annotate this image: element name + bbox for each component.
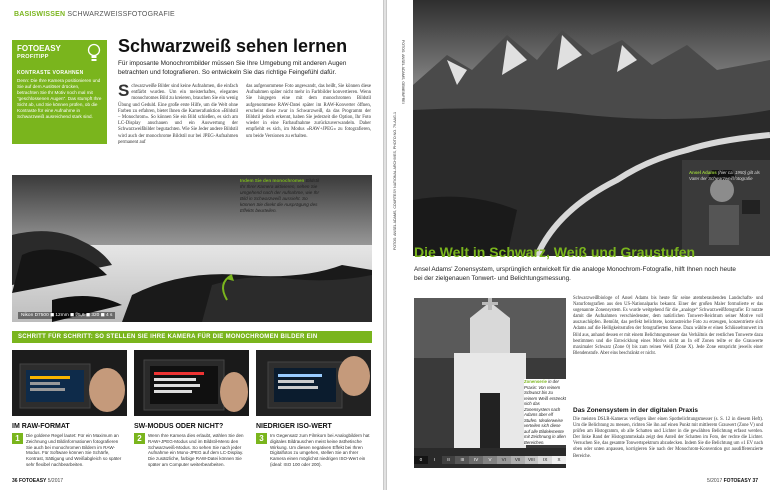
right-title: Die Welt in Schwarz, Weiß und Graustufen [414,244,696,260]
right-deck: Ansel Adams' Zonensystem, ursprünglich entwickelt für die analoge Monochrom-Fotografie, hilft Ihnen noch heute bei der zielgenauen Tonwert- und Belichtungsmessung. [414,266,736,282]
zone-label: III [455,456,469,464]
issue-number: 5/2017 [47,478,64,484]
magazine-brand: FOTOEASY [18,478,47,484]
zone-caption-lead: Zonenserie [524,379,547,384]
zone-caption-text: in der Praxis: Von reinem Schwarz bis zu reinem Weiß erstreckt sich das Zonensystem nach Adams über elf Stufen. Idealerweise verteilen sich diese auf alle Bildelemente mit Zeichnung in allen Bereichen. [524,379,566,445]
section-topic: SCHWARZWEISSFOTOGRAFIE [67,11,175,18]
right-body-column-2: Die meisten DSLR-Kameras verfügen über einen Spotbelichtungsmesser (s. S. 12 in diesem Heft). Um die Belichtung zu messen, richten Sie ihn auf einen Punkt mit mittlerem Grauwert (Zone V) und prüfen am Histogramm, ob alle Schatten und Lichter in die gewählten Belichtung erfasst werden. Der linke Rand der Histogrammskala zeigt den Anteil der Schatten im Foto, der rechte die Lichter. Versuchen Sie, das gesamte Tonwertspektrum abzudecken. Indem Sie die Belichtung um ±1 EV nach oben oder unten anpassen, korrigieren Sie nach der Monochrom-Konvention gut ausdifferenzierte Bereiche. [573,417,763,459]
step-3-number: 3 [256,433,267,444]
article-deck: Für imposante Monochrombilder müssen Sie Ihre Umgebung mit anderen Augen betrachten und fotografieren. So entwickeln Sie das richtige Feingefühl dafür. [118,60,347,76]
zone-label: IX [538,456,552,464]
caption-lead: Indem Sie den monochromen [240,178,305,183]
issue-number: 5/2017 [706,478,723,484]
step-3-text: Im Gegensatz zum Filmkorn bei Analogbildern hat digitales Bildrauschen meist keine ästhetische Wirkung. Um diesen negativen Effekt bei Ihren Digitalfotos zu umgehen, stellen Sie an Ihrer Kamera einen möglichst niedrigen ISO-Wert ein (ideal: ISO 100 oder 200). [270,433,370,467]
profitipp-box [12,40,107,144]
photo-credit-right: FOTOS: ANSEL ADAMS, GEMEINFREI [401,40,405,104]
step-2-title: SW-MODUS ODER NICHT? [134,423,224,430]
zone-label: VII [511,456,525,464]
portrait-caption [689,170,767,181]
photo-caption [240,178,322,214]
article-title: Schwarzweiß sehen lernen [118,36,348,56]
steps-banner: SCHRITT FÜR SCHRITT: SO STELLEN SIE IHRE KAMERA FÜR DIE MONOCHROMEN BILDER EIN [12,331,372,343]
drop-cap: S [118,81,130,100]
page-number: 37 [752,478,758,484]
tetons-landscape-photo [387,0,770,256]
zone-label: I [428,456,442,464]
body-column-1 [118,81,238,146]
right-page [387,0,770,490]
section-header [14,11,175,18]
caption-text: Bildstil Ihr Ihrer Kamera aktivieren, sehen Sie umgehend nach der Aufnahme, wie Ihr Bild in Schwarzweiß aussieht. So können Sie direkt die Ausprägung des Effekts beurteilen. [240,178,319,213]
step-2-text: Wenn Ihre Kamera dies erlaubt, wählen Sie den RAW+JPEG-Modus und im Bildstil-Menü den Schwarzweiß-Modus. So sehen Sie nach jeder Aufnahme ein Mono-JPEG auf dem LC-Display. Die zusätzliche, farbige RAW-Datei können Sie später am Computer weiterbearbeiten. [148,433,244,467]
zone-label: VIII [525,456,539,464]
tip-sublabel: PROFITIPP [17,54,49,60]
step-1-image [12,350,127,416]
page-number: 36 [12,478,18,484]
portrait-caption-lead: Ansel Adams [689,170,717,175]
zone-label: IV [469,456,483,464]
exif-data: Nikon D7500 ◼ 12mm ◼ f/5,6 ◼ 320 ◼ 4 s [18,312,115,319]
right-footer [707,478,758,484]
step-3-title: NIEDRIGER ISO-WERT [256,423,332,430]
step-2-image [134,350,249,416]
step-1-title: IM RAW-FORMAT [12,423,70,430]
tip-brand: FOTOEASY [17,44,61,53]
portrait-caption-text: (hier ca. 1950) gilt als Vater der Schwarzweißfotografie [689,170,760,181]
zone-scale [414,456,566,464]
step-2-number: 2 [134,433,145,444]
lightbulb-icon [87,43,101,63]
step-3-image [256,350,371,416]
body-column-2: das aufgenommene Foto angewandt, das heißt, Sie können diese Aufnahmen später nicht mehr in Farbbilder konvertieren. Wenn Sie hingegen eine mit dem monochromen Bildstil aufgenommene RAW-Datei später im RAW-Konverter öffnen, erscheint diese zwar in Schwarzweiß, da das Programm der Bildstil jedoch erkennt, haben Sie jederzeit die Option, Ihr Foto wieder in eine Farbaufnahme zurückzuverwandeln. Daher empfiehlt es sich, im Modus »RAW+JPEG« zu fotografieren, um beide Versionen zu erhalten. [246,84,371,139]
zone-label: X [552,456,566,464]
zone-caption [524,379,566,445]
column-text: chwarzweiße Bilder sind keine Aufnahmen, die einfach entfärbt wurden. Um ein meisterhaftes, elegantes monochromes Bild zu kreieren, brauchen Sie ein wenig Übung und Geduld. Eine große erste Hilfe, um die Welt ohne Farben zu erfahren, bietet Ihnen die Kamerafunktion »Bildstil – Monochrom«. So können Sie ein Bild schießen, es sich am LC-Display anschauen und ein Auswertung der Schwarzweißbilder begutachten. Wie Sie Jeder andere Bildstil wird auch der monochrome Bildstil nur bei JPEG-Aufnahmen permanent auf [118,84,238,145]
section-label: BASISWISSEN [14,11,66,18]
left-footer [12,478,63,484]
step-1-number: 1 [12,433,23,444]
right-subheading: Das Zonensystem in der digitalen Praxis [573,407,698,414]
zone-label: II [442,456,456,464]
left-page [0,0,383,490]
step-1-text: Die goldene Regel lautet: Für ein Maximum an Zeichnung und Bildinformationen fotografieren Sie auch bei monochromen Bildern im RAW-Modus. Für Software können Sie Schärfe, Kontrast, Sättigung und Weißabgleich so später sehr flexibel nachbearbeiten. [26,433,122,467]
right-body-column: Schwarzweißbiologe of Ansel Adams bis heute für seine atemberaubenden Landschafts- und Naturfotografien aus den US-Nationalparks bekannt. Einer der großen Maler formulierte er das sogenannte Zonensystem. Es wurde weitgehend für die „analoge“ Schwarzweißfotografie: Er nutzte damit die Aufnahmen verschiedenster, dem natürlichen Tonwert-Reichtum seiner Motive voll auszuschöpfen. Bemüht, das perfekt belichtete, kontrastreiche Foto zu erzeugen, konzentrierte sich Adams auf die Helligkeitsstufen der fotografierten Szene. Dazu wählte er einen Schlüsseltonwert im Bild aus, anhand dessen er mit einem Belichtungsmesser das Verhältnis der restlichen Tonwerte dazu bestimmen und die Entwicklung eines Motivs nicht an In elf Zonen teilte er die Grauwerte maximaler Schwarz (Zone 0) bis zum reinen Weiß (Zone X). Jede Zone entspricht jeweils einer Blendenstufe. Aber eins beschränkt er nicht. [573,296,763,356]
magazine-brand: FOTOEASY [723,478,752,484]
tip-heading: KONTRASTE VORAHNEN [17,70,84,76]
zone-label: V [483,456,497,464]
zone-label: VI [497,456,511,464]
zone-label: 0 [414,456,428,464]
photo-credit-left: FOTOS: ANSEL ADAMS, COURTESY NATIONAL ARCHIVES, PHOTO NO. 79-AAG-1 [393,112,397,250]
tip-body: Denn: Die Ihre Kamera positionieren und Sie auf dem Auslöser drücken, betrachten Sie Ihr Motiv noch mal mit "geschlossenen Augen". Das stumpft Ihre Sicht ab, und Sie können prüfen, ob die Kontraste für eine Aufnahme in Schwarzweiß ausreichend stark sind. [17,78,102,119]
